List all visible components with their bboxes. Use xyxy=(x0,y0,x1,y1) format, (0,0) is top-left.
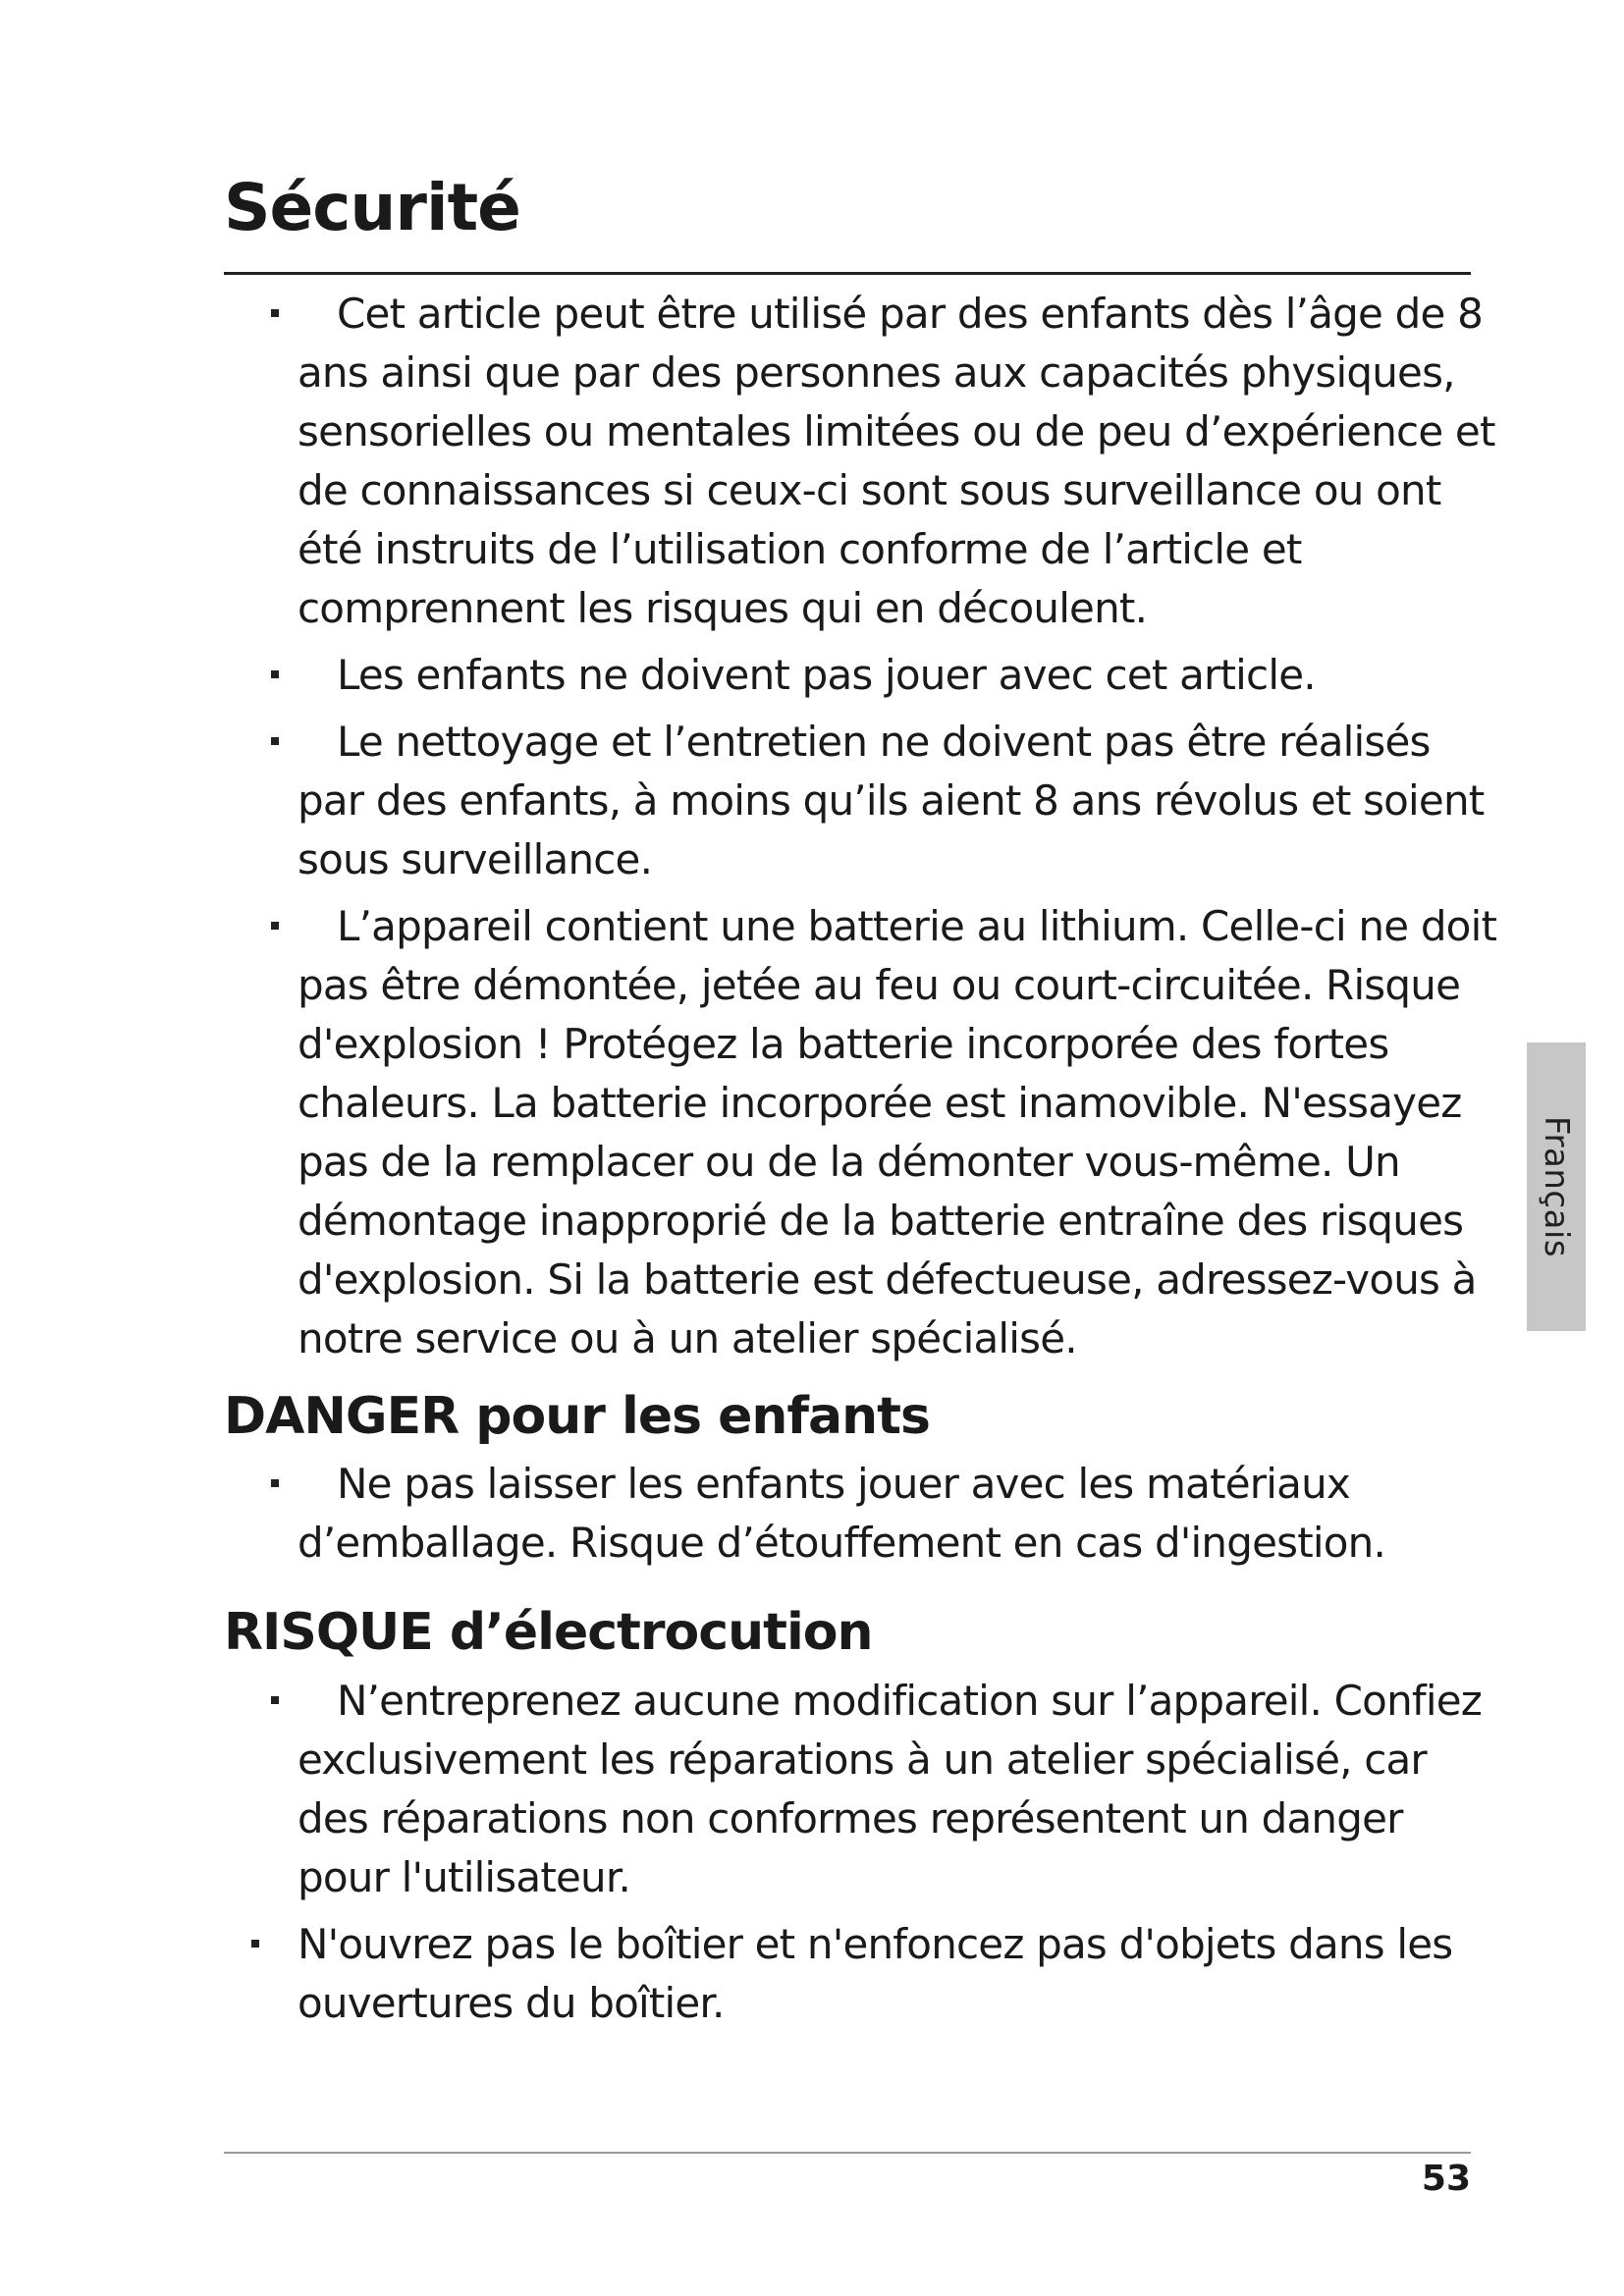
list-item xyxy=(224,1672,1500,1907)
page-title: Sécurité xyxy=(224,170,520,245)
list-item-text: Le nettoyage et l’entretien ne doivent pas être réalisés par des enfants, à moins qu’ils aient 8 ans révolus et soient sous surveillance. xyxy=(298,718,1485,883)
list-item-text: Cet article peut être utilisé par des enfants dès l’âge de 8 ans ainsi que par des personnes aux capacités physiques, sensorielles ou mentales limitées ou de peu d’expérience et de connaissances si ceux-ci sont sous surveillance ou ont été instruits de l’utilisation conforme de l’article et comprennent les risques qui en découlent. xyxy=(298,290,1495,632)
safety-list xyxy=(224,285,1500,1368)
danger-children-list xyxy=(224,1455,1500,1573)
list-item xyxy=(224,713,1500,889)
footer-divider xyxy=(224,2152,1471,2154)
list-item-text: N'ouvrez pas le boîtier et n'enfoncez pas d'objets dans les ouvertures du boîtier. xyxy=(298,1919,1453,2027)
bullet-square-icon xyxy=(271,670,279,678)
bullet-square-icon xyxy=(251,1940,259,1948)
bullet-square-icon xyxy=(271,309,279,317)
section-heading-electrocution: RISQUE d’électrocution xyxy=(224,1603,873,1663)
list-item-text: N’entreprenez aucune modification sur l’appareil. Confiez exclusivement les réparations à un atelier spécialisé, car des réparations non conformes représentent un danger pour l'utilisateur. xyxy=(298,1676,1483,1901)
electrocution-list xyxy=(224,1672,1500,2033)
bullet-square-icon xyxy=(271,922,279,930)
language-tab-label: Français xyxy=(1537,1115,1576,1258)
list-item-text: L’appareil contient une batterie au lithium. Celle-ci ne doit pas être démontée, jetée au feu ou court-circuitée. Risque d'explosion ! Protégez la batterie incorporée des fortes chaleurs. La batterie incorporée est inamovible. N'essayez pas de la remplacer ou de la démonter vous-même. Un démontage inapproprié de la batterie entraîne des risques d'explosion. Si la batterie est défectueuse, adressez-vous à notre service ou à un atelier spécialisé. xyxy=(298,902,1497,1362)
content-area xyxy=(224,285,1500,2041)
title-divider xyxy=(224,272,1471,275)
list-item-text: Ne pas laisser les enfants jouer avec les matériaux d’emballage. Risque d’étouffement en cas d'ingestion. xyxy=(298,1460,1386,1568)
list-item xyxy=(224,646,1500,705)
list-item-text: Les enfants ne doivent pas jouer avec cet article. xyxy=(337,651,1316,699)
list-item xyxy=(224,897,1500,1368)
list-item xyxy=(224,1455,1500,1573)
bullet-square-icon xyxy=(271,737,279,745)
bullet-square-icon xyxy=(271,1479,279,1487)
list-item xyxy=(224,1915,1500,2033)
language-tab xyxy=(1527,1042,1586,1331)
list-item xyxy=(224,285,1500,638)
section-heading-danger-children: DANGER pour les enfants xyxy=(224,1387,930,1446)
page-number: 53 xyxy=(1421,2159,1471,2199)
bullet-square-icon xyxy=(271,1696,279,1704)
